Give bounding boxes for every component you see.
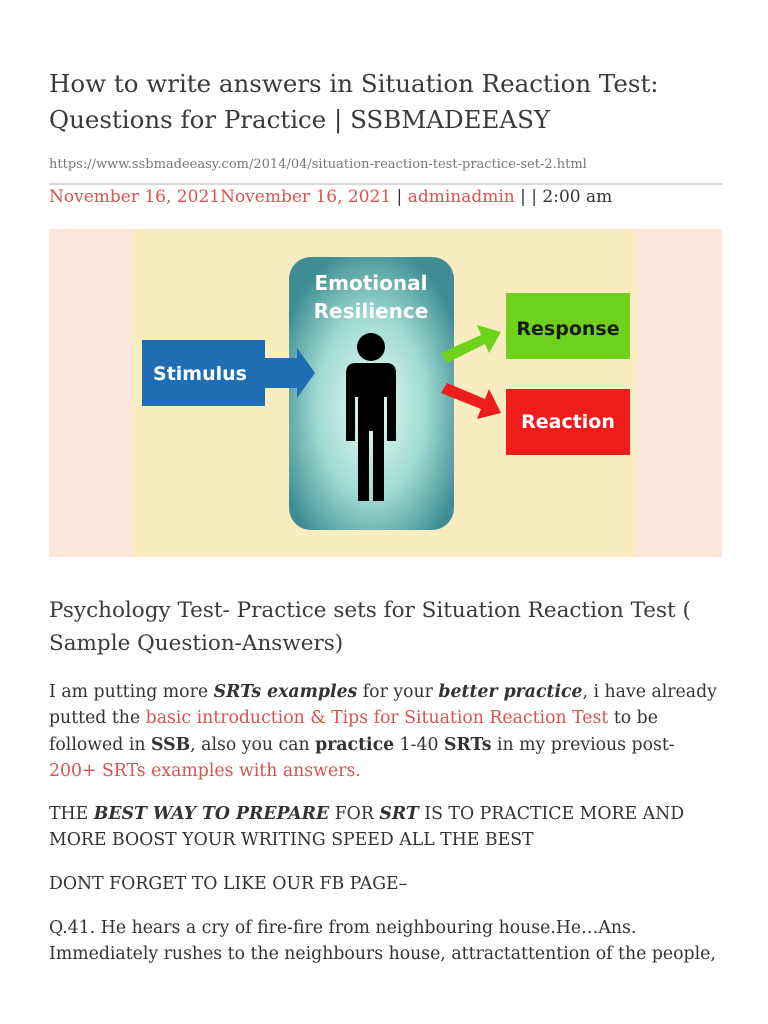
panel-label-line2: Resilience [313, 299, 429, 323]
post-time: 2:00 am [542, 187, 613, 207]
post-date-link[interactable]: November 16, 2021November 16, 2021 [49, 187, 392, 207]
stimulus-response-diagram [49, 229, 722, 557]
advice-paragraph [49, 801, 722, 854]
text-run: in my previous post- [491, 734, 675, 755]
text-run: , also you can [190, 734, 316, 755]
emphasis-better-practice: better practice [438, 682, 583, 702]
fb-paragraph: DONT FORGET TO LIKE OUR FB PAGE– [49, 874, 408, 894]
bold-srts: SRTs [443, 734, 492, 755]
text-run: 1-40 [394, 734, 444, 755]
section-heading: Psychology Test- Practice sets for Situation Reaction Test ( Sample Question-Answers) [49, 598, 691, 656]
emphasis-best-way: BEST WAY TO PREPARE [93, 804, 330, 824]
meta-separator: | [391, 187, 408, 207]
bold-ssb: SSB [150, 734, 191, 755]
text-run: , i have already putted the [49, 682, 717, 729]
reaction-label: Reaction [521, 411, 615, 433]
stimulus-label: Stimulus [153, 363, 247, 385]
text-run: FOR [329, 804, 380, 824]
text-run: IS TO PRACTICE MORE AND MORE BOOST YOUR WRITING SPEED ALL THE BEST [49, 804, 685, 851]
text-run: I am putting more [49, 682, 214, 702]
bold-practice: practice [315, 734, 395, 755]
author-link[interactable]: adminadmin [407, 187, 515, 207]
post-meta [49, 185, 612, 209]
srt-intro-link[interactable]: basic introduction & Tips for Situation Reaction Test [145, 708, 609, 729]
emphasis-srt: SRT [379, 804, 419, 824]
source-url[interactable]: https://www.ssbmadeeasy.com/2014/04/situation-reaction-test-practice-set-2.html [49, 157, 587, 172]
article-title: How to write answers in Situation Reaction Test: Questions for Practice | SSBMADEEASY [49, 69, 659, 134]
text-run: THE [49, 804, 94, 824]
text-run: to be followed in [49, 708, 658, 755]
question-41: Q.41. He hears a cry of fire-fire from neighbouring house.He…Ans. Immediately rushes to the neighbours house, attractattention of the people, [49, 918, 716, 965]
intro-paragraph [49, 679, 722, 784]
response-label: Response [516, 318, 620, 340]
hero-image [49, 229, 722, 557]
meta-separator: | | [514, 187, 543, 207]
srt-examples-link[interactable]: 200+ SRTs examples with answers. [49, 760, 361, 781]
text-run: for your [357, 682, 439, 702]
emphasis-srts-examples: SRTs examples [213, 682, 358, 702]
panel-label-line1: Emotional [314, 271, 428, 295]
